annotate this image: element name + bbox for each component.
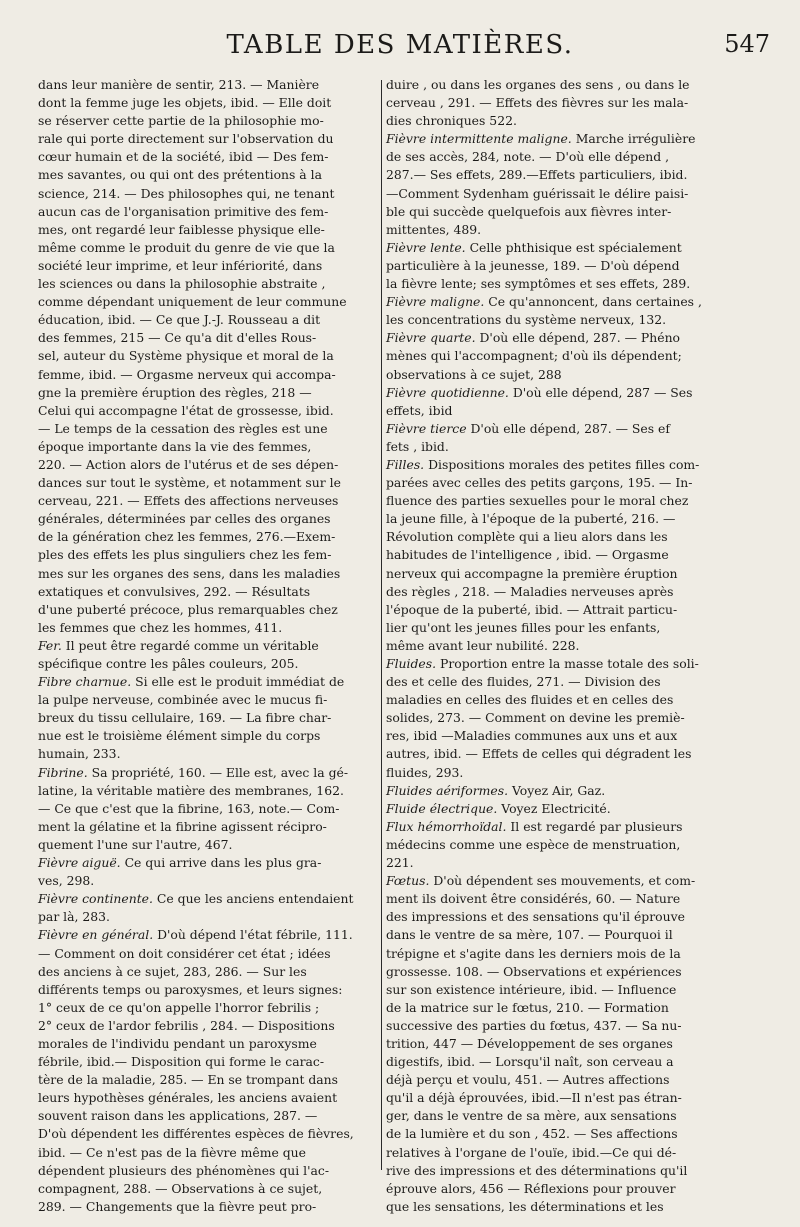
entry-line: [386, 981, 758, 999]
entry-line: [38, 402, 373, 420]
entry-text: par là, 283.: [38, 909, 110, 925]
entry-text: effets, ibid: [386, 402, 453, 418]
entry-text: 221.: [386, 855, 414, 871]
entry-line: [386, 963, 758, 981]
entry-text: relatives à l'organe de l'ouïe, ibid.—Ce qui dé-: [386, 1144, 677, 1160]
entry-text: 2° ceux de l'ardor febrilis , 284. — Dispositions: [38, 1017, 335, 1033]
entry-text: Voyez Electricité.: [497, 800, 611, 816]
entry-line: [38, 782, 373, 800]
entry-text: nue est le troisième élément simple du corps: [38, 728, 321, 744]
entry-heading: Fièvre quarte.: [386, 330, 476, 346]
entry-line: [386, 1071, 758, 1089]
entry-line: [38, 203, 373, 221]
entry-heading: Fièvre continente.: [38, 891, 153, 907]
index-entry: [38, 637, 373, 673]
entry-line: [38, 800, 373, 818]
entry-heading: Filles.: [386, 456, 425, 472]
entry-text: 220. — Action alors de l'utérus et de ses dépen-: [38, 456, 339, 472]
entry-line: [38, 130, 373, 148]
entry-text: dont la femme juge les objets, ibid. — Elle doit: [38, 95, 332, 111]
entry-line: [386, 275, 758, 293]
entry-line: [38, 1053, 373, 1071]
entry-line: [38, 166, 373, 184]
entry-line: [386, 1125, 758, 1143]
entry-text: 287.— Ses effets, 289.—Effets particuliers, ibid.: [386, 167, 688, 183]
entry-text: autres, ibid. — Effets de celles qui dégradent les: [386, 746, 692, 762]
entry-line: [38, 727, 373, 745]
index-entry: [386, 800, 758, 818]
entry-line: [38, 185, 373, 203]
entry-text: déjà perçu et voulu, 451. — Autres affections: [386, 1072, 670, 1088]
entry-text: souvent raison dans les applications, 287. —: [38, 1108, 318, 1124]
entry-heading: Fluide électrique.: [386, 800, 498, 816]
entry-text: comme dépendant uniquement de leur commune: [38, 294, 347, 310]
entry-line: [38, 1035, 373, 1053]
entry-line: [38, 673, 373, 691]
entry-text: Si elle est le produit immédiat de: [131, 674, 345, 690]
entry-line: [386, 311, 758, 329]
entry-text: femme, ibid. — Orgasme nerveux qui accompa-: [38, 366, 336, 382]
entry-line: [386, 836, 758, 854]
entry-line: [38, 890, 373, 908]
entry-line: [386, 1017, 758, 1035]
index-entry: [38, 673, 373, 763]
entry-line: [386, 492, 758, 510]
entry-line: [38, 1144, 373, 1162]
entry-line: [386, 76, 758, 94]
entry-line: [386, 510, 758, 528]
index-entry: [38, 890, 373, 926]
entry-text: médecins comme une espèce de menstruation,: [386, 836, 681, 852]
entry-text: des et celle des fluides, 271. — Division des: [386, 674, 661, 690]
entry-line: [38, 546, 373, 564]
entry-line: [386, 1180, 758, 1198]
entry-line: [386, 782, 758, 800]
entry-line: [38, 709, 373, 727]
entry-text: D'où dépend l'état fébrile, 111.: [153, 927, 353, 943]
index-entry: [386, 130, 758, 239]
entry-text: fets , ibid.: [386, 438, 449, 454]
entry-line: [38, 655, 373, 673]
entry-text: Ce que les anciens entendaient: [152, 891, 354, 907]
entry-line: [386, 293, 758, 311]
entry-line: [386, 456, 758, 474]
entry-line: [386, 347, 758, 365]
entry-line: [386, 999, 758, 1017]
entry-line: [386, 601, 758, 619]
entry-text: les sciences ou dans la philosophie abstraite ,: [38, 276, 326, 292]
entry-line: [38, 528, 373, 546]
entry-line: [38, 329, 373, 347]
entry-text: de la génération chez les femmes, 276.—Exem-: [38, 529, 336, 545]
entry-text: D'où elle dépend, 287. — Phéno: [475, 330, 681, 346]
entry-line: [38, 275, 373, 293]
entry-text: l'époque de la puberté, ibid. — Attrait particu-: [386, 601, 678, 617]
entry-text: de la matrice sur le fœtus, 210. — Formation: [386, 999, 669, 1015]
entry-text: ves, 298.: [38, 873, 95, 889]
entry-text: ples des effets les plus singuliers chez les fem-: [38, 547, 332, 563]
entry-text: Dispositions morales des petites filles com-: [424, 456, 700, 472]
entry-text: — Comment on doit considérer cet état ; idées: [38, 945, 331, 961]
entry-line: [38, 1017, 373, 1035]
entry-line: [38, 999, 373, 1017]
entry-text: mes savantes, ou qui ont des prétentions à la: [38, 167, 322, 183]
entry-text: Marche irrégulière: [571, 131, 696, 147]
entry-text: dans leur manière de sentir, 213. — Manière: [38, 77, 320, 92]
entry-text: les femmes que chez les hommes, 411.: [38, 619, 283, 635]
entry-text: mittentes, 489.: [386, 221, 482, 237]
entry-line: [386, 546, 758, 564]
entry-text: éducation, ibid. — Ce que J.-J. Rousseau a dit: [38, 312, 321, 328]
entry-line: [386, 908, 758, 926]
entry-line: [38, 836, 373, 854]
entry-line: [386, 637, 758, 655]
entry-line: [38, 908, 373, 926]
entry-line: [386, 945, 758, 963]
index-entry: [386, 329, 758, 383]
entry-text: grossesse. 108. — Observations et expériences: [386, 963, 682, 979]
entry-text: qu'il a déjà éprouvées, ibid.—Il n'est pas étran-: [386, 1090, 682, 1106]
entry-line: [38, 1198, 373, 1216]
entry-line: [386, 709, 758, 727]
entry-text: éprouve alors, 456 — Réflexions pour prouver: [386, 1180, 676, 1196]
entry-text: de la lumière et du son , 452. — Ses affections: [386, 1126, 678, 1142]
entry-line: [386, 745, 758, 763]
entry-text: différents temps ou paroxysmes, et leurs signes:: [38, 981, 343, 997]
entry-text: particulière à la jeunesse, 189. — D'où dépend: [386, 257, 680, 273]
entry-text: cerveau , 291. — Effets des fièvres sur les mala-: [386, 95, 689, 111]
entry-text: la fièvre lente; ses symptômes et ses effets, 289.: [386, 276, 691, 292]
entry-line: [386, 655, 758, 673]
entry-line: [386, 565, 758, 583]
entry-line: [38, 311, 373, 329]
entry-text: Celle phthisique est spécialement: [465, 239, 682, 255]
entry-line: [386, 166, 758, 184]
entry-line: [38, 854, 373, 872]
entry-line: [38, 1180, 373, 1198]
entry-text: duire , ou dans les organes des sens , ou dans le: [386, 77, 690, 92]
entry-text: d'une puberté précoce, plus remarquables chez: [38, 601, 338, 617]
entry-line: [38, 1162, 373, 1180]
page-title: TABLE DES MATIÈRES.: [226, 30, 574, 60]
entry-line: [38, 981, 373, 999]
entry-text: humain, 233.: [38, 746, 121, 762]
entry-line: [38, 1089, 373, 1107]
entry-heading: Fièvre maligne.: [386, 294, 485, 310]
entry-line: [38, 1107, 373, 1125]
entry-text: extatiques et convulsives, 292. — Résultats: [38, 583, 311, 599]
entry-text: fluence des parties sexuelles pour le moral chez: [386, 493, 689, 509]
entry-text: fébrile, ibid.— Disposition qui forme le carac-: [38, 1054, 325, 1070]
entry-text: que les sensations, les déterminations et les: [386, 1198, 664, 1214]
entry-text: quement l'une sur l'autre, 467.: [38, 836, 233, 852]
entry-line: [38, 474, 373, 492]
entry-text: la jeune fille, à l'époque de la puberté, 216. —: [386, 511, 676, 527]
left-column: [38, 76, 373, 1216]
entry-line: [386, 764, 758, 782]
entry-text: parées avec celles des petits garçons, 195. — In-: [386, 475, 693, 491]
entry-line: [386, 890, 758, 908]
entry-heading: Fibrine.: [38, 764, 88, 780]
entry-text: trition, 447 — Développement de ses organes: [386, 1035, 673, 1051]
entry-line: [38, 221, 373, 239]
entry-line: [38, 148, 373, 166]
entry-text: ger, dans le ventre de sa mère, aux sensations: [386, 1108, 677, 1124]
index-entry: [38, 926, 373, 1216]
entry-line: [386, 1144, 758, 1162]
entry-text: — Le temps de la cessation des règles est une: [38, 420, 328, 436]
entry-text: Révolution complète qui a lieu alors dans les: [386, 529, 668, 545]
entry-text: les concentrations du système nerveux, 132.: [386, 312, 667, 328]
entry-line: [386, 402, 758, 420]
entry-text: ble qui succède quelquefois aux fièvres inter-: [386, 203, 672, 219]
entry-text: dans le ventre de sa mère, 107. — Pourquoi il: [386, 927, 673, 943]
entry-text: Ce qui arrive dans les plus gra-: [120, 855, 322, 871]
entry-text: même avant leur nubilité. 228.: [386, 637, 580, 653]
entry-text: se réserver cette partie de la philosophie mo-: [38, 113, 324, 129]
entry-text: mes sur les organes des sens, dans les maladies: [38, 565, 341, 581]
entry-line: [386, 818, 758, 836]
entry-line: [38, 492, 373, 510]
entry-line: [386, 329, 758, 347]
entry-heading: Fluides.: [386, 656, 437, 671]
entry-line: [386, 366, 758, 384]
entry-heading: Fièvre quotidienne.: [386, 384, 509, 400]
entry-line: [38, 637, 373, 655]
entry-text: Proportion entre la masse totale des soli-: [436, 656, 699, 671]
entry-line: [386, 619, 758, 637]
entry-text: générales, déterminées par celles des organes: [38, 511, 331, 527]
entry-line: [386, 727, 758, 745]
right-column: [386, 76, 758, 1216]
entry-heading: Fibre charnue.: [38, 674, 132, 690]
entry-line: [386, 583, 758, 601]
entry-line: [38, 565, 373, 583]
entry-text: mènes qui l'accompagnent; d'où ils dépendent;: [386, 348, 682, 364]
entry-text: D'où elle dépend, 287. — Ses ef: [466, 420, 670, 436]
entry-text: habitudes de l'intelligence , ibid. — Orgasme: [386, 547, 669, 563]
entry-line: [386, 384, 758, 402]
index-entry: [386, 655, 758, 782]
entry-line: [38, 438, 373, 456]
entry-text: des impressions et des sensations qu'il éprouve: [386, 909, 685, 925]
entry-text: des anciens à ce sujet, 283, 286. — Sur les: [38, 963, 307, 979]
entry-text: D'où dépendent ses mouvements, et com-: [429, 873, 696, 889]
entry-line: [38, 764, 373, 782]
entry-heading: Fièvre en général.: [38, 927, 154, 943]
entry-line: [38, 926, 373, 944]
entry-text: latine, la véritable matière des membranes, 162.: [38, 782, 344, 798]
entry-line: [38, 384, 373, 402]
entry-text: ibid. — Ce n'est pas de la fièvre même que: [38, 1144, 306, 1160]
entry-line: [386, 130, 758, 148]
index-entry: [386, 872, 758, 1216]
entry-text: —Comment Sydenham guérissait le délire paisi-: [386, 185, 689, 201]
entry-text: Ce qu'annoncent, dans certaines ,: [484, 294, 702, 310]
index-entry: [386, 293, 758, 329]
entry-text: lier qu'ont les jeunes filles pour les enfants,: [386, 619, 661, 635]
entry-line: [386, 1053, 758, 1071]
index-entry: [38, 854, 373, 890]
entry-text: Il est regardé par plusieurs: [506, 818, 683, 834]
entry-line: [38, 239, 373, 257]
entry-text: observations à ce sujet, 288: [386, 366, 562, 382]
entry-text: tère de la maladie, 285. — En se trompant dans: [38, 1072, 339, 1088]
entry-line: [38, 94, 373, 112]
entry-line: [386, 257, 758, 275]
entry-line: [38, 583, 373, 601]
entry-text: morales de l'individu pendant un paroxysme: [38, 1035, 317, 1051]
entry-text: cœur humain et de la société, ibid — Des fem-: [38, 149, 329, 165]
index-entry: [386, 239, 758, 293]
index-entry: [386, 420, 758, 456]
entry-text: de ses accès, 284, note. — D'où elle dépend ,: [386, 149, 670, 165]
entry-text: rive des impressions et des déterminations qu'il: [386, 1162, 688, 1178]
entry-text: des règles , 218. — Maladies nerveuses après: [386, 583, 674, 599]
entry-text: science, 214. — Des philosophes qui, ne tenant: [38, 185, 335, 201]
entry-text: compagnent, 288. — Observations à ce sujet,: [38, 1180, 323, 1196]
entry-text: Celui qui accompagne l'état de grossesse, ibid.: [38, 402, 334, 418]
entry-line: [38, 818, 373, 836]
entry-text: même comme le produit du genre de vie que la: [38, 239, 335, 255]
entry-line: [386, 239, 758, 257]
entry-text: rale qui porte directement sur l'observation du: [38, 131, 334, 147]
entry-line: [386, 185, 758, 203]
index-entry: [386, 76, 758, 130]
entry-text: — Ce que c'est que la fibrine, 163, note.— Com-: [38, 800, 340, 816]
index-entry: [386, 818, 758, 872]
entry-line: [386, 1107, 758, 1125]
entry-heading: Fer.: [38, 637, 62, 653]
entry-heading: Fièvre intermittente maligne.: [386, 131, 572, 147]
entry-line: [38, 872, 373, 890]
entry-text: D'où dépendent les différentes espèces de fièvres,: [38, 1126, 354, 1142]
entry-text: dies chroniques 522.: [386, 113, 517, 129]
entry-text: ment ils doivent être considérés, 60. — Nature: [386, 891, 681, 907]
index-entry: [386, 782, 758, 800]
entry-line: [38, 1125, 373, 1143]
entry-text: aucun cas de l'organisation primitive des fem-: [38, 203, 329, 219]
entry-text: mes, ont regardé leur faiblesse physique elle-: [38, 221, 325, 237]
entry-line: [386, 872, 758, 890]
entry-text: Il peut être regardé comme un véritable: [61, 637, 319, 653]
entry-text: trépigne et s'agite dans les derniers mois de la: [386, 945, 681, 961]
entry-text: leurs hypothèses générales, les anciens avaient: [38, 1090, 338, 1106]
entry-line: [38, 963, 373, 981]
entry-line: [386, 148, 758, 166]
entry-line: [386, 94, 758, 112]
entry-line: [386, 221, 758, 239]
entry-line: [386, 1035, 758, 1053]
entry-text: successive des parties du fœtus, 437. — Sa nu-: [386, 1017, 682, 1033]
entry-line: [386, 691, 758, 709]
entry-text: sur son existence intérieure, ibid. — Influence: [386, 981, 677, 997]
entry-text: la pulpe nerveuse, combinée avec le mucus fi-: [38, 692, 328, 708]
index-entry: [38, 764, 373, 854]
entry-line: [38, 366, 373, 384]
entry-line: [38, 112, 373, 130]
entry-text: 1° ceux de ce qu'on appelle l'horror febrilis ;: [38, 999, 320, 1015]
entry-line: [386, 112, 758, 130]
entry-line: [386, 1089, 758, 1107]
column-divider: [381, 80, 382, 1170]
index-entry: [38, 76, 373, 637]
entry-line: [38, 347, 373, 365]
entry-line: [386, 1198, 758, 1216]
entry-line: [38, 745, 373, 763]
index-entry: [386, 456, 758, 655]
entry-line: [386, 203, 758, 221]
entry-line: [38, 510, 373, 528]
entry-line: [38, 76, 373, 94]
entry-line: [386, 474, 758, 492]
entry-text: maladies en celles des fluides et en celles des: [386, 692, 674, 708]
entry-line: [386, 1162, 758, 1180]
page-number: 547: [724, 30, 770, 58]
entry-line: [386, 800, 758, 818]
entry-text: cerveau, 221. — Effets des affections nerveuses: [38, 493, 339, 509]
entry-heading: Fièvre lente.: [386, 239, 466, 255]
entry-text: ment la gélatine et la fibrine agissent récipro-: [38, 818, 327, 834]
entry-heading: Fluides aériformes.: [386, 782, 509, 798]
entry-text: 289. — Changements que la fièvre peut pro-: [38, 1198, 317, 1214]
entry-text: Voyez Air, Gaz.: [508, 782, 606, 798]
index-entry: [386, 384, 758, 420]
entry-text: fluides, 293.: [386, 764, 464, 780]
entry-line: [38, 257, 373, 275]
entry-text: solides, 273. — Comment on devine les premiè-: [386, 710, 685, 726]
entry-text: sel, auteur du Système physique et moral de la: [38, 348, 334, 364]
entry-text: Sa propriété, 160. — Elle est, avec la gé-: [87, 764, 349, 780]
entry-heading: Flux hémorrhoïdal.: [386, 818, 507, 834]
entry-text: res, ibid —Maladies communes aux uns et aux: [386, 728, 678, 744]
entry-heading: Fœtus.: [386, 873, 430, 889]
entry-line: [38, 1071, 373, 1089]
entry-line: [38, 456, 373, 474]
entry-line: [386, 438, 758, 456]
entry-text: breux du tissu cellulaire, 169. — La fibre char-: [38, 710, 332, 726]
entry-line: [386, 420, 758, 438]
entry-line: [38, 945, 373, 963]
entry-line: [38, 293, 373, 311]
entry-text: des femmes, 215 — Ce qu'a dit d'elles Rous-: [38, 330, 317, 346]
entry-text: spécifique contre les pâles couleurs, 205.: [38, 656, 299, 671]
entry-text: D'où elle dépend, 287 — Ses: [508, 384, 693, 400]
entry-line: [386, 528, 758, 546]
entry-text: époque importante dans la vie des femmes,: [38, 438, 312, 454]
entry-line: [38, 691, 373, 709]
entry-text: dances sur tout le système, et notamment sur le: [38, 475, 341, 491]
entry-heading: Fièvre aiguë.: [38, 855, 121, 871]
entry-text: dépendent plusieurs des phénomènes qui l'ac-: [38, 1162, 330, 1178]
entry-text: digestifs, ibid. — Lorsqu'il naît, son cerveau a: [386, 1054, 674, 1070]
entry-line: [386, 854, 758, 872]
entry-line: [38, 619, 373, 637]
entry-line: [386, 926, 758, 944]
entry-line: [38, 601, 373, 619]
entry-heading: Fièvre tierce: [386, 420, 467, 436]
entry-text: société leur imprime, et leur infériorité, dans: [38, 257, 323, 273]
entry-text: nerveux qui accompagne la première éruption: [386, 565, 678, 581]
page-header: [0, 30, 800, 70]
entry-line: [386, 673, 758, 691]
entry-text: gne la première éruption des règles, 218 —: [38, 384, 312, 400]
entry-line: [38, 420, 373, 438]
